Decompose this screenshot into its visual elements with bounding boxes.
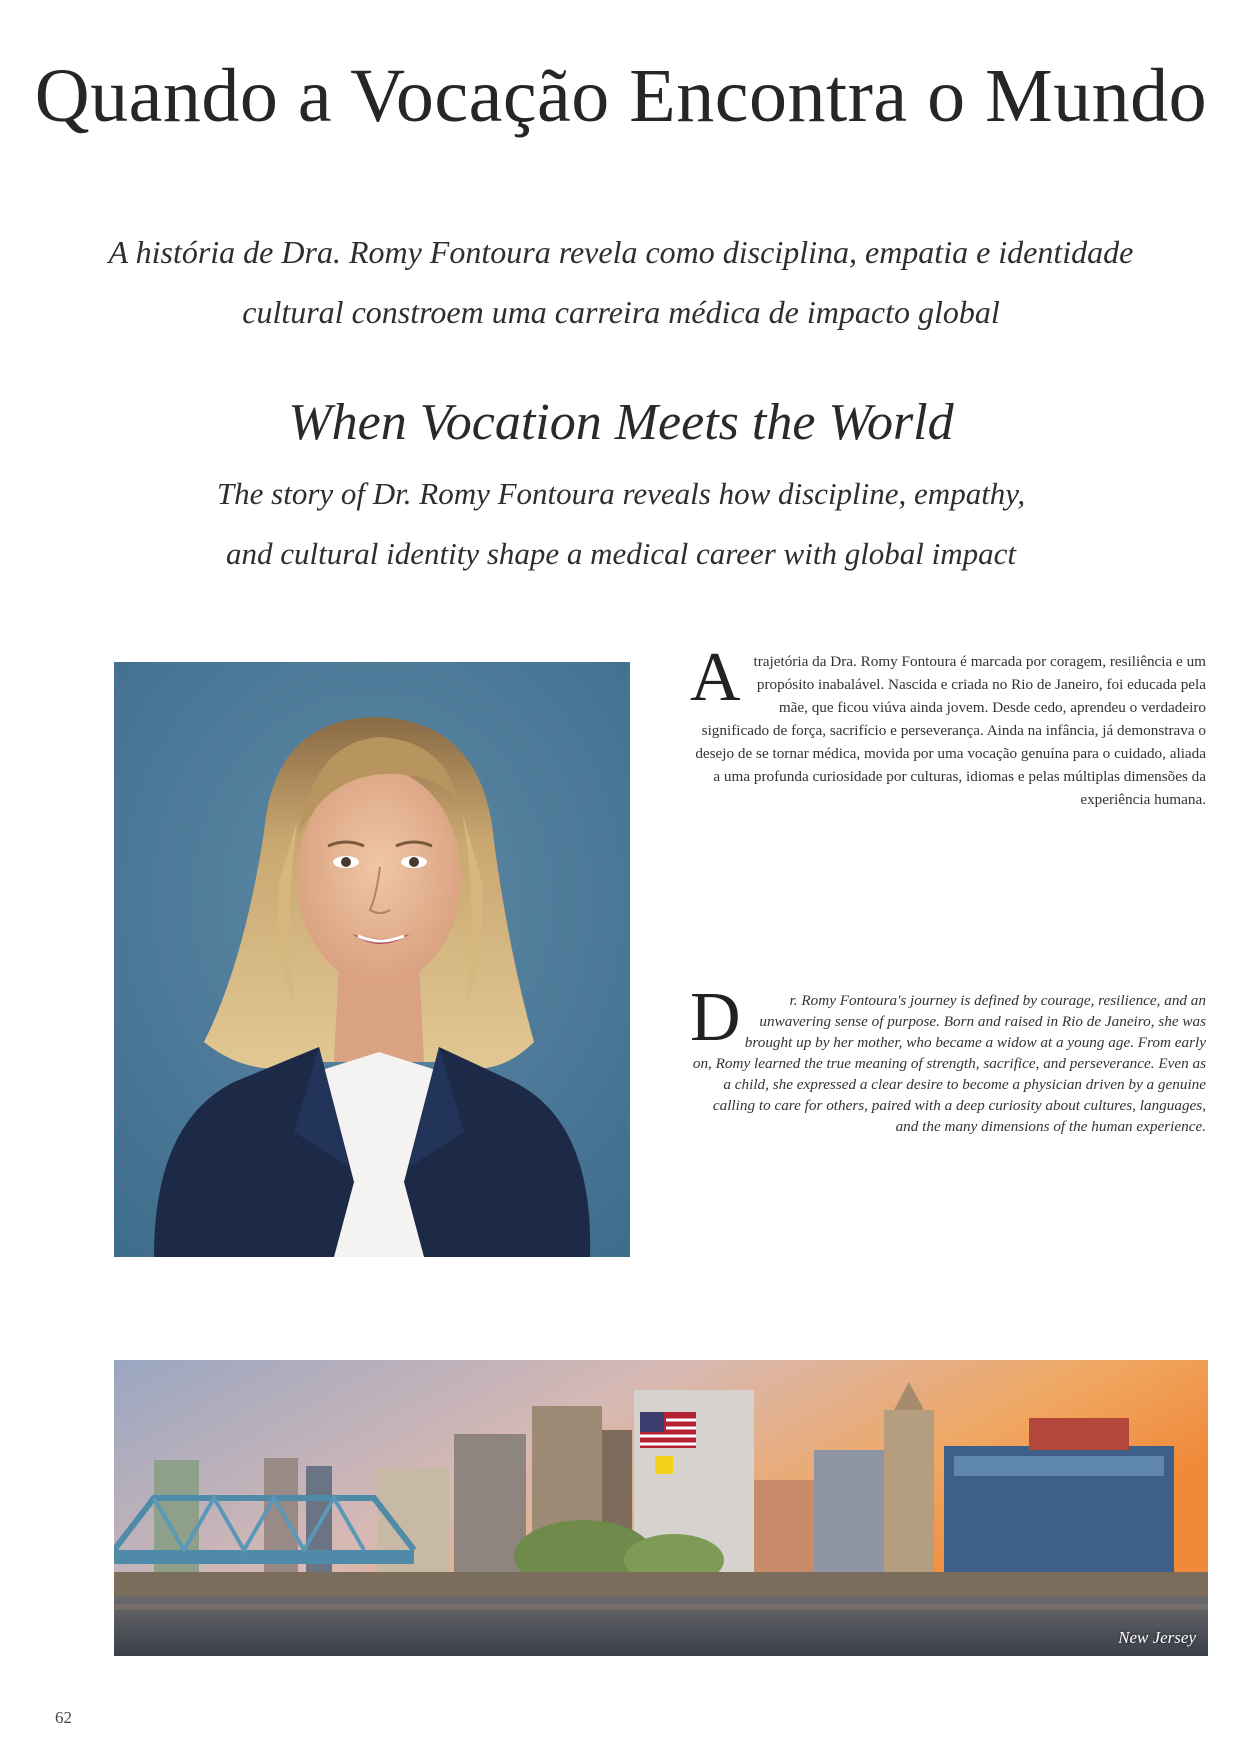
subtitle-line-1: A história de Dra. Romy Fontoura revela como disciplina, empatia e identidade — [108, 234, 1134, 270]
page-title-text: Quando a Vocação Encontra o Mundo — [34, 54, 1208, 138]
page-title — [0, 54, 1242, 138]
article-body-english: r. Romy Fontoura's journey is defined by courage, resilience, and an unwavering sense of purpose. Born and raised in Rio de Janeiro, she was brought up by her mother, who became a widow at a young age. From early on, Romy learned the true meaning of strength, sacrifice, and perseverance. Even as a child, she expressed a clear desire to become a physician driven by a genuine calling to care for others, paired with a deep curiosity about cultures, languages, and the many dimensions of the human experience. — [692, 992, 1206, 1135]
article-text-english — [690, 979, 1206, 1137]
english-subtitle-line-2: and cultural identity shape a medical career with global impact — [225, 536, 1017, 571]
article-body-portuguese: trajetória da Dra. Romy Fontoura é marcada por coragem, resiliência e um propósito inabalável. Nascida e criada no Rio de Janeiro, foi educada pela mãe, que ficou viúva ainda jovem. Desde cedo, aprendeu o verdadeiro significado de força, sacrifício e perseverança. Ainda na infância, já demonstrava o desejo de se tornar médica, movida por uma vocação genuína para o cuidado, aliada a uma profunda curiosidade por culturas, idiomas e pelas múltiplas dimensões da experiência humana. — [695, 653, 1206, 808]
english-subtitle — [180, 464, 1062, 584]
skyline-caption: New Jersey — [1118, 1628, 1196, 1647]
portrait-photo — [114, 662, 630, 1257]
subtitle-line-2: cultural constroem uma carreira médica de impacto global — [242, 294, 1000, 330]
portrait-illustration — [114, 662, 630, 1257]
skyline-illustration — [114, 1360, 1208, 1656]
page-number: 62 — [55, 1708, 72, 1727]
english-title: When Vocation Meets the World — [288, 394, 954, 451]
article-text-portuguese — [690, 639, 1206, 811]
dropcap-portuguese: A — [690, 639, 741, 716]
english-subtitle-line-1: The story of Dr. Romy Fontoura reveals how discipline, empathy, — [216, 476, 1026, 511]
page-subtitle — [100, 222, 1142, 342]
dropcap-english: D — [690, 979, 741, 1056]
skyline-photo — [114, 1360, 1208, 1656]
